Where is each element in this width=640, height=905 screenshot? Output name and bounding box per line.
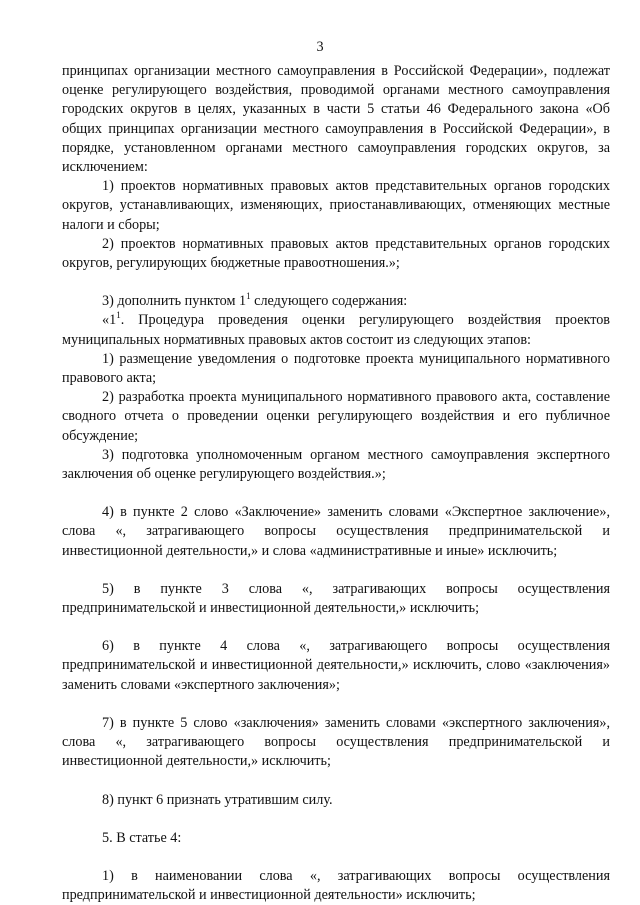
- text-fragment: следующего содержания:: [250, 293, 408, 310]
- paragraph-article-4: 5. В статье 4:: [102, 829, 182, 846]
- paragraph-amendment-4: 4) в пункте 2 слово «Заключение» заменить словами «Экспертное заключение», слова «, затрагивающего вопросы осуществления предпринимательской и инвестиционной деятельности,» и слова «административные и иные» исключить;: [62, 504, 610, 559]
- paragraph-item-1: 1) проектов нормативных правовых актов представительных органов городских округов, устанавливающих, изменяющих, приостанавливающих, отменяющих местные налоги и сборы;: [62, 178, 610, 233]
- paragraph-amendment-5: 5) в пункте 3 слова «, затрагивающих вопросы осуществления предпринимательской и инвестиционной деятельности,» исключить;: [62, 580, 610, 617]
- paragraph-item-2: 2) проектов нормативных правовых актов представительных органов городских округов, регулирующих бюджетные правоотношения.»;: [62, 235, 610, 272]
- paragraph-amendment-7: 7) в пункте 5 слово «заключения» заменить словами «экспертного заключения», слова «, затрагивающего вопросы осуществления предпринимательской и инвестиционной деятельности,» исключить;: [62, 714, 610, 770]
- text-fragment: . Процедура проведения оценки регулирующего воздействия проектов муниципальных нормативных правовых актов состоит из следующих этапов:: [62, 312, 610, 348]
- paragraph-stage-3: 3) подготовка уполномоченным органом местного самоуправления экспертного заключения об оценке регулирующего воздействия.»;: [62, 446, 610, 483]
- paragraph-intro: принципах организации местного самоуправления в Российской Федерации», подлежат оценке регулирующего воздействия, проводимой органами местного самоуправления городских округов в целях, указанных в части 5 статьи 46 Федерального закона «Об общих принципах организации местного самоуправления в Российской Федерации», в порядке, установленном органами местного самоуправления городских округов, за исключением:: [62, 63, 610, 176]
- superscript: 1: [246, 291, 251, 302]
- page-number: 3: [316, 39, 324, 55]
- paragraph-stage-2: 2) разработка проекта муниципального нормативного правового акта, составление сводного отчета о проведении оценки регулирующего воздействия и его публичное обсуждение;: [62, 389, 610, 444]
- superscript: 1: [116, 310, 121, 321]
- document-body: [62, 62, 610, 905]
- paragraph-article-4-item-1: 1) в наименовании слова «, затрагивающих вопросы осуществления предпринимательской и инвестиционной деятельности» исключить;: [62, 867, 610, 904]
- text-fragment: «1: [102, 312, 117, 329]
- paragraph-stage-1: 1) размещение уведомления о подготовке проекта муниципального нормативного правового акта;: [62, 350, 610, 387]
- paragraph-procedure: [62, 311, 610, 349]
- text-fragment: 3) дополнить пунктом 1: [102, 293, 247, 310]
- paragraph-amendment-3: [62, 292, 610, 311]
- paragraph-amendment-8: 8) пункт 6 признать утратившим силу.: [102, 791, 333, 808]
- paragraph-amendment-6: 6) в пункте 4 слова «, затрагивающего вопросы осуществления предпринимательской и инвестиционной деятельности,» исключить, слово «заключения» заменить словами «экспертного заключения»;: [62, 638, 610, 693]
